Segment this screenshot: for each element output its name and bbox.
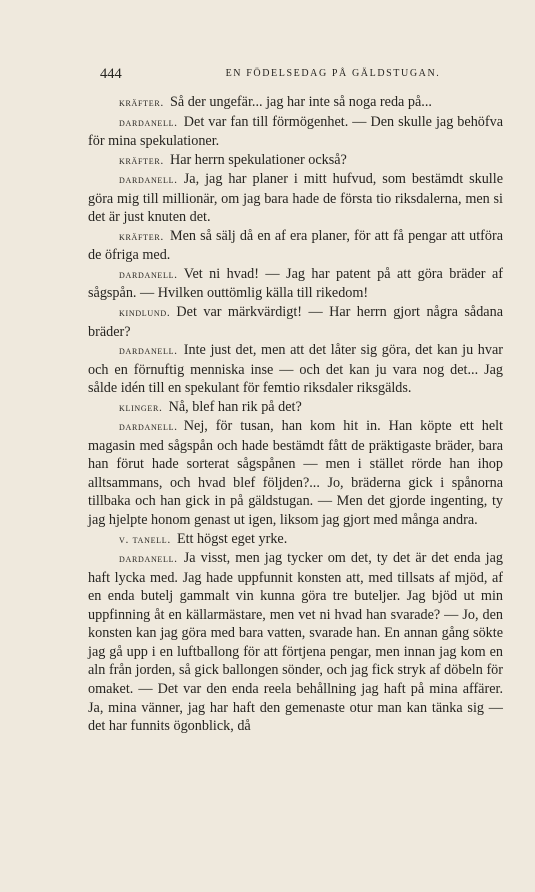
- page-header: [88, 66, 508, 84]
- speaker-name: dardanell.: [119, 552, 178, 566]
- speaker-name: dardanell.: [119, 420, 178, 434]
- speaker-name: dardanell.: [119, 267, 178, 281]
- line-text: Vet ni hvad! — Jag har patent på att göra bräder af sågspån. — Hvilken outtömlig källa till rikedom!: [88, 265, 503, 302]
- speaker-name: dardanell.: [119, 115, 178, 129]
- dialogue-line: [88, 151, 503, 171]
- speaker-name: kräfter.: [119, 229, 164, 243]
- page-number: 444: [100, 66, 122, 82]
- dialogue-line: [88, 530, 503, 550]
- dialogue-line: [88, 303, 503, 341]
- speaker-name: kräfter.: [119, 153, 164, 167]
- line-text: Men så sälj då en af era planer, för att få pengar att utföra de öfriga med.: [88, 227, 503, 264]
- line-text: Ett högst eget yrke.: [176, 530, 288, 547]
- dialogue-line: [88, 113, 503, 151]
- speaker-name: klinger.: [119, 400, 163, 414]
- dialogue-line: [88, 341, 503, 398]
- speaker-name: v. tanell.: [119, 532, 171, 546]
- line-text: Ja, jag har planer i mitt hufvud, som bestämdt skulle göra mig till millionär, om jag bara hade de första tio riksdalerna, men si det är just knuten det.: [88, 171, 503, 226]
- dialogue-line: [88, 549, 503, 735]
- speaker-name: dardanell.: [119, 344, 178, 358]
- dialogue-line: [88, 417, 503, 529]
- line-text: Nå, blef han rik på det?: [168, 398, 302, 415]
- dialogue-line: [88, 398, 503, 418]
- line-text: Det var märkvärdigt! — Har herrn gjort några sådana bräder?: [88, 304, 503, 340]
- line-text: Det var fan till förmögenhet. — Den skulle jag behöfva för mina spekulationer.: [88, 113, 503, 150]
- line-text: Nej, för tusan, han kom hit in. Han köpte ett helt magasin med sågspån och hade bestämdt fått de präktigaste bräder, bara han förut hade sorterat sågspånen — men i stället rörde han ihop alltsammans, och hvad blef följden?... Jo, bräderna gick i spånorna tillbaka och han gick in på gäldstugan. — Men det gjorde ingenting, ty jag hjelpte honom genast ut igen, liksom jag gjort med många andra.: [88, 418, 503, 529]
- line-text: Så der ungefär... jag har inte så noga reda på...: [169, 94, 432, 110]
- speaker-name: kräfter.: [119, 96, 164, 109]
- line-text: Inte just det, men att det låter sig göra, det kan ju hvar och en förnuftig menniska inse — och det kan ju vara nog det... Jag sålde idén till en spekulant för femtio riksdaler riksgälds.: [88, 342, 503, 397]
- speaker-name: kindlund.: [119, 306, 171, 320]
- line-text: Ja visst, men jag tycker om det, ty det är det enda jag haft lycka med. Jag hade uppfunnit konsten att, med tillsats af mjöd, af en enda butelj gammalt vin kunna göra tre buteljer. Jag bjöd ut min uppfinning åt en källarmästare, men vet ni hvad han svarade? — Jo, den konsten kan jag göra med bara vatten, svarade han. En annan gång sökte jag gå upp i en luftballong för att förtjena pengar, men innan jag kom en aln från jorden, så gick ballongen sönder, och jag fick stryk af döbeln för omaket. — Det var den enda reela behållning jag haft på mina affärer. Ja, mina vänner, jag har haft den gemenaste otur man kan tänka sig — det har funnits ögonblick, då: [88, 550, 503, 735]
- speaker-name: dardanell.: [119, 173, 178, 187]
- dialogue-line: [88, 265, 503, 303]
- running-head: EN FÖDELSEDAG PÅ GÄLDSTUGAN.: [225, 68, 441, 79]
- dialogue-line: [88, 227, 503, 265]
- dialogue-line: [88, 93, 503, 113]
- line-text: Har herrn spekulationer också?: [169, 151, 347, 168]
- dialogue-line: [88, 170, 503, 227]
- dialogue-text: [88, 93, 503, 736]
